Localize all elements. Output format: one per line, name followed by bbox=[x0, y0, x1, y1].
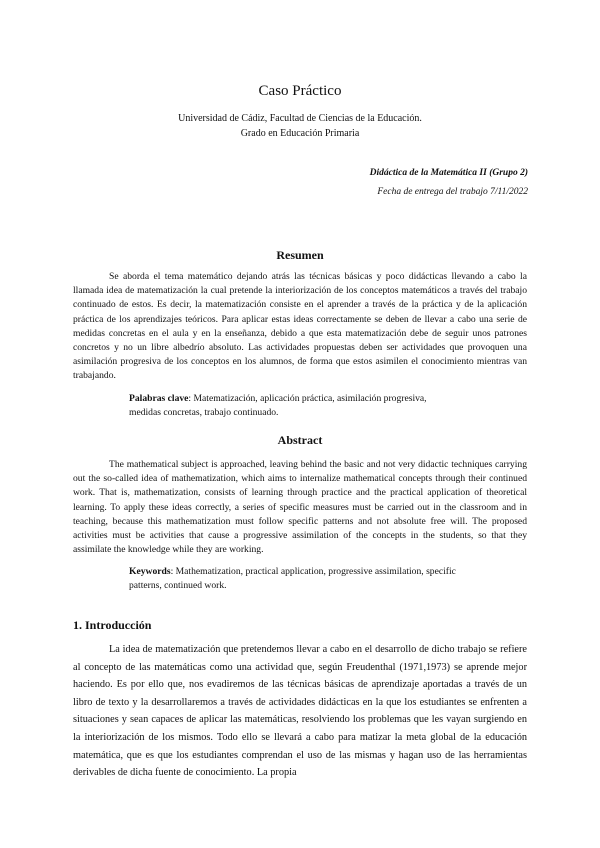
abstract-keywords bbox=[129, 565, 459, 593]
document-title: Caso Práctico bbox=[258, 83, 342, 99]
affiliation-line-1: Universidad de Cádiz, Facultad de Ciencias de la Educación. bbox=[178, 113, 422, 124]
abstract-keywords-label: Keywords bbox=[129, 566, 171, 577]
abstract-keywords-text: : Mathematization, practical application, progressive assimilation, specific patterns, continued work. bbox=[129, 566, 456, 592]
resumen-heading: Resumen bbox=[276, 248, 324, 262]
introduction-text: La idea de matematización que pretendemos llevar a cabo en el desarrollo de dicho trabajo se refiere al concepto de las matemáticas como una actividad que, según Freudenthal (1971,1973) se aprende mejor haciendo. Es por ello que, nos evadiremos de las técnicas básicas de aprendizaje aportadas a través de un libro de texto y la desarrollaremos a través de actividades didácticas en la que los estudiantes se enfrenten a situaciones y sean capaces de aplicar las matemáticas, resolviendo los problemas que les vayan surgiendo en la interiorización de los mismos. Todo ello se llevará a cabo para matizar la meta global de la educación matemática, que es que los estudiantes comprendan el uso de las mismas y hagan uso de las herramientas derivables de dicha fuente de conocimiento. La propia bbox=[73, 644, 527, 779]
abstract-heading: Abstract bbox=[277, 433, 323, 447]
delivery-date: Fecha de entrega del trabajo 7/11/2022 bbox=[377, 187, 528, 197]
resumen-text: Se aborda el tema matemático dejando atrás las técnicas básicas y poco didácticas llevando a cabo la llamada idea de matematización la cual pretende la interiorización de los conceptos matemáticos a través del trabajo continuado de estos. Es decir, la matematización consiste en el aprender a través de la práctica y de la aplicación práctica de los aprendizajes teóricos. Para aplicar estas ideas correctamente se deben de llevar a cabo una serie de medidas concretas en el aula y en la enseñanza, debido a que esta matematización debe de seguir unos patrones concretos y no un libre albedrío absoluto. Las actividades propuestas deben ser actividades que provoquen una asimilación progresiva de los conceptos en los alumnos, de forma que estos asimilen el conocimiento mientras van trabajando. bbox=[73, 271, 527, 382]
introduction-heading: 1. Introducción bbox=[73, 618, 152, 632]
resumen-keywords-label: Palabras clave bbox=[129, 393, 189, 404]
abstract-text: The mathematical subject is approached, leaving behind the basic and not very didactic techniques carrying out the so-called idea of mathematization, which aims to internalize mathematical concepts through their continued work. That is, mathematization, consists of learning through practice and the practical application of theoretical learning. To apply these ideas correctly, a series of specific measures must be carried out in the classroom and in teaching, because this mathematization must follow specific patterns and not absolute free will. The proposed activities must be activities that cause a progressive assimilation of the concepts in the students, so that they assimilate the knowledge while they are working. bbox=[73, 459, 527, 556]
resumen-keywords bbox=[129, 392, 459, 420]
affiliation-line-2: Grado en Educación Primaria bbox=[240, 128, 360, 139]
course-name: Didáctica de la Matemática II (Grupo 2) bbox=[369, 168, 528, 178]
resumen-keywords-text: : Matematización, aplicación práctica, asimilación progresiva, medidas concretas, trabajo continuado. bbox=[129, 393, 427, 419]
